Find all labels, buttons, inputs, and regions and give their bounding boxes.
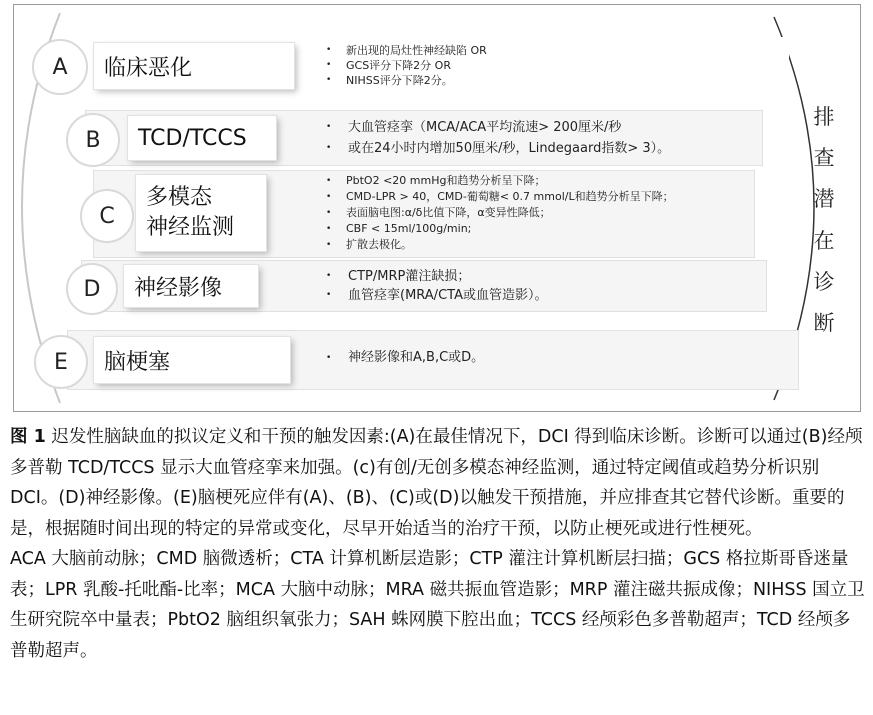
list-item: • 或在24小时内增加50厘米/秒，Lindegaard指数> 3）。 <box>324 138 670 159</box>
list-item: • 表面脑电图:α/δ比值下降，α变异性降低； <box>324 205 674 221</box>
side-char: 潜 <box>813 187 835 212</box>
row-e-label-text: 脑梗塞 <box>104 349 171 375</box>
row-b-letter: B <box>66 113 120 167</box>
list-item: • 大血管痉挛（MCA/ACA平均流速> 200厘米/秒 <box>324 117 670 138</box>
side-char: 在 <box>813 228 835 253</box>
caption-abbreviations: ACA 大脑前动脉；CMD 脑微透析；CTA 计算机断层造影；CTP 灌注计算机断层扫描；GCS 格拉斯哥昏迷量表；LPR 乳酸-托吡酯-比率；MCA 大脑中动脉；MRA 磁共振血管造影；MRP 灌注磁共振成像；NIHSS 国立卫生研究院卒中量表；PbtO2 脑组织氧张力；SAH 蛛网膜下腔出血；TCCS 经颅彩色多普勒超声；TCD 经颅多普勒超声。 <box>10 549 865 661</box>
list-item: • CMD-LPR > 40，CMD-葡萄糖< 0.7 mmol/L和趋势分析呈下降； <box>324 189 674 205</box>
row-e-letter: E <box>34 335 88 389</box>
row-a-label <box>94 43 294 89</box>
row-a-label-text: 临床恶化 <box>104 55 193 81</box>
figure-caption <box>10 422 866 666</box>
row-d-label <box>124 265 258 307</box>
list-item: • 新出现的局灶性神经缺陷 OR <box>324 43 487 58</box>
side-char: 查 <box>813 146 835 171</box>
row-d-label-text: 神经影像 <box>134 275 223 301</box>
caption-text: 迟发性脑缺血的拟议定义和干预的触发因素:(A)在最佳情况下，DCI 得到临床诊断。诊断可以通过(B)经颅多普勒 TCD/TCCS 显示大血管痉挛来加强。(c)有创/无创多模态神经监测，通过特定阈值或趋势分析识别 DCI。(D)神经影像。(E)脑梗死应伴有(A)、(B)、(C)或(D)以触发干预措施，并应排查其它替代诊断。重要的是，根据随时间出现的特定的异常或变化，尽早开始适当的治疗干预，以防止梗死或进行性梗死。 <box>10 427 863 539</box>
list-item: • CBF < 15ml/100g/min; <box>324 221 674 237</box>
row-e-label <box>94 337 290 383</box>
diagram-figure <box>13 4 861 412</box>
row-b-details <box>324 117 670 159</box>
row-c-letter: C <box>80 189 134 243</box>
list-item: • 扩散去极化。 <box>324 237 674 253</box>
side-char: 诊 <box>813 269 835 294</box>
row-d-details <box>324 267 547 305</box>
caption-fig-label: 图 1 <box>10 427 46 447</box>
row-d-letter: D <box>66 263 118 315</box>
list-item: • 神经影像和A,B,C或D。 <box>324 348 484 368</box>
list-item: • 血管痉挛(MRA/CTA或血管造影）。 <box>324 286 547 305</box>
side-char: 断 <box>813 310 835 335</box>
list-item: • CTP/MRP灌注缺损； <box>324 267 547 286</box>
list-item: • GCS评分下降2分 OR <box>324 58 487 73</box>
side-label-vertical <box>806 101 842 337</box>
row-b-label <box>128 116 276 160</box>
row-a-letter: A <box>32 39 88 95</box>
row-e-details <box>324 348 484 368</box>
row-c-label-line2: 神经监测 <box>146 215 235 240</box>
caption-main <box>10 422 866 544</box>
side-char: 排 <box>813 105 835 129</box>
list-item: • PbtO2 <20 mmHg和趋势分析呈下降； <box>324 173 674 189</box>
row-b-label-text: TCD/TCCS <box>138 125 247 151</box>
row-c-label <box>136 175 266 251</box>
list-item: • NIHSS评分下降2分。 <box>324 73 487 88</box>
row-a-details <box>324 43 487 88</box>
row-c-details <box>324 173 674 253</box>
row-c-label-line1: 多模态 <box>146 185 213 210</box>
